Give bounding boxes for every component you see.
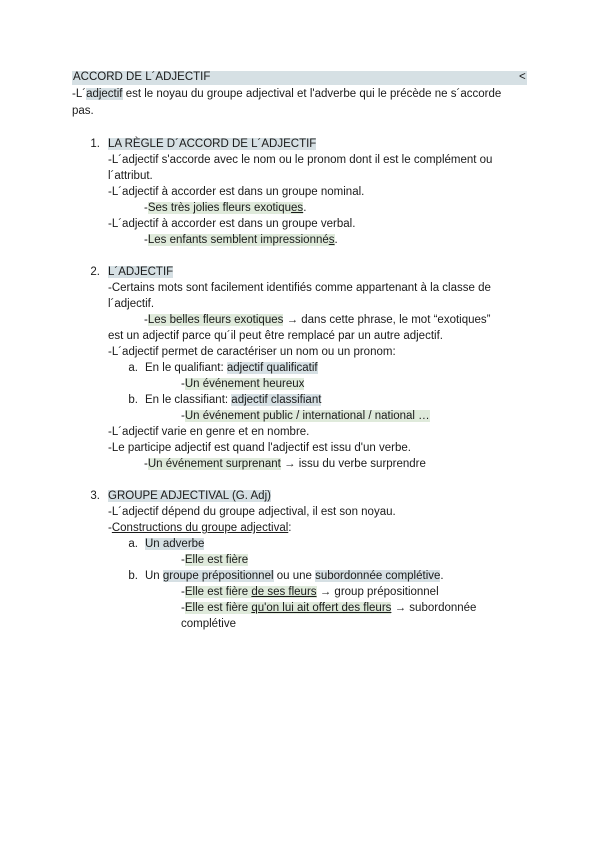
section-3-number: 3. bbox=[90, 490, 100, 502]
s1-line-3: -L´adjectif à accorder est dans un groupe nominal. bbox=[108, 186, 365, 198]
page-title: ACCORD DE L´ADJECTIF bbox=[73, 71, 211, 83]
s3-sub-a-example: -Elle est fière bbox=[181, 554, 249, 566]
s1-example-1: -Ses très jolies fleurs exotiques. bbox=[144, 202, 307, 214]
s3-sub-b-letter: b. bbox=[128, 570, 138, 582]
s2-line-2: l´adjectif. bbox=[108, 298, 155, 310]
s3-sub-b: Un groupe prépositionnel ou une subordonnée complétive. bbox=[145, 570, 444, 582]
s3-line-2: -Constructions du groupe adjectival: bbox=[108, 522, 292, 534]
s1-line-4: -L´adjectif à accorder est dans un groupe verbal. bbox=[108, 218, 356, 230]
s3-sub-a-letter: a. bbox=[128, 538, 138, 550]
s2-sub-a-example: -Un événement heureux bbox=[181, 378, 305, 390]
s3-sub-b-example-2-cont: complétive bbox=[181, 618, 236, 630]
s2-line-6: -Le participe adjectif est quand l'adjectif est issu d'un verbe. bbox=[108, 442, 411, 454]
s2-sub-b-letter: b. bbox=[128, 394, 138, 406]
intro-highlight: adjectif bbox=[86, 88, 123, 100]
s2-line-4: -L´adjectif permet de caractériser un nom ou un pronom: bbox=[108, 346, 396, 358]
s2-line-3: est un adjectif parce qu´il peut être remplacé par un autre adjectif. bbox=[108, 330, 443, 342]
s2-sub-a: En le qualifiant: adjectif qualificatif bbox=[145, 362, 318, 374]
s2-sub-b: En le classifiant: adjectif classifiant bbox=[145, 394, 322, 406]
intro-line: -L´adjectif est le noyau du groupe adjectival et l'adverbe qui le précède ne s´accorde bbox=[72, 88, 502, 100]
section-1-title: LA RÈGLE D´ACCORD DE L´ADJECTIF bbox=[108, 138, 317, 150]
section-3-title: GROUPE ADJECTIVAL (G. Adj) bbox=[108, 490, 271, 502]
s2-sub-a-letter: a. bbox=[128, 362, 138, 374]
section-2-title: L´ADJECTIF bbox=[108, 266, 174, 278]
s3-line-1: -L´adjectif dépend du groupe adjectival, il est son noyau. bbox=[108, 506, 396, 518]
s2-example-1: -Les belles fleurs exotiques → dans cette phrase, le mot “exotiques” bbox=[144, 314, 491, 326]
section-1-number: 1. bbox=[90, 138, 100, 150]
s2-example-3: -Un événement surprenant → issu du verbe surprendre bbox=[144, 458, 426, 470]
s2-line-1: -Certains mots sont facilement identifiés comme appartenant à la classe de bbox=[108, 282, 491, 294]
section-2-number: 2. bbox=[90, 266, 100, 278]
s1-example-2: -Les enfants semblent impressionnés. bbox=[144, 234, 338, 246]
s2-sub-b-example: -Un événement public / international / national … bbox=[181, 410, 430, 422]
collapse-marker[interactable]: < bbox=[519, 71, 526, 83]
s1-line-1: -L´adjectif s'accorde avec le nom ou le pronom dont il est le complément ou bbox=[108, 154, 493, 166]
s2-line-5: -L´adjectif varie en genre et en nombre. bbox=[108, 426, 310, 438]
s3-sub-b-example-1: -Elle est fière de ses fleurs → group prépositionnel bbox=[181, 586, 439, 598]
s1-line-2: l´attribut. bbox=[108, 170, 153, 182]
s3-sub-a: Un adverbe bbox=[145, 538, 205, 550]
intro-line-cont: pas. bbox=[72, 105, 94, 117]
s3-sub-b-example-2: -Elle est fière qu'on lui ait offert des fleurs → subordonnée bbox=[181, 602, 477, 614]
